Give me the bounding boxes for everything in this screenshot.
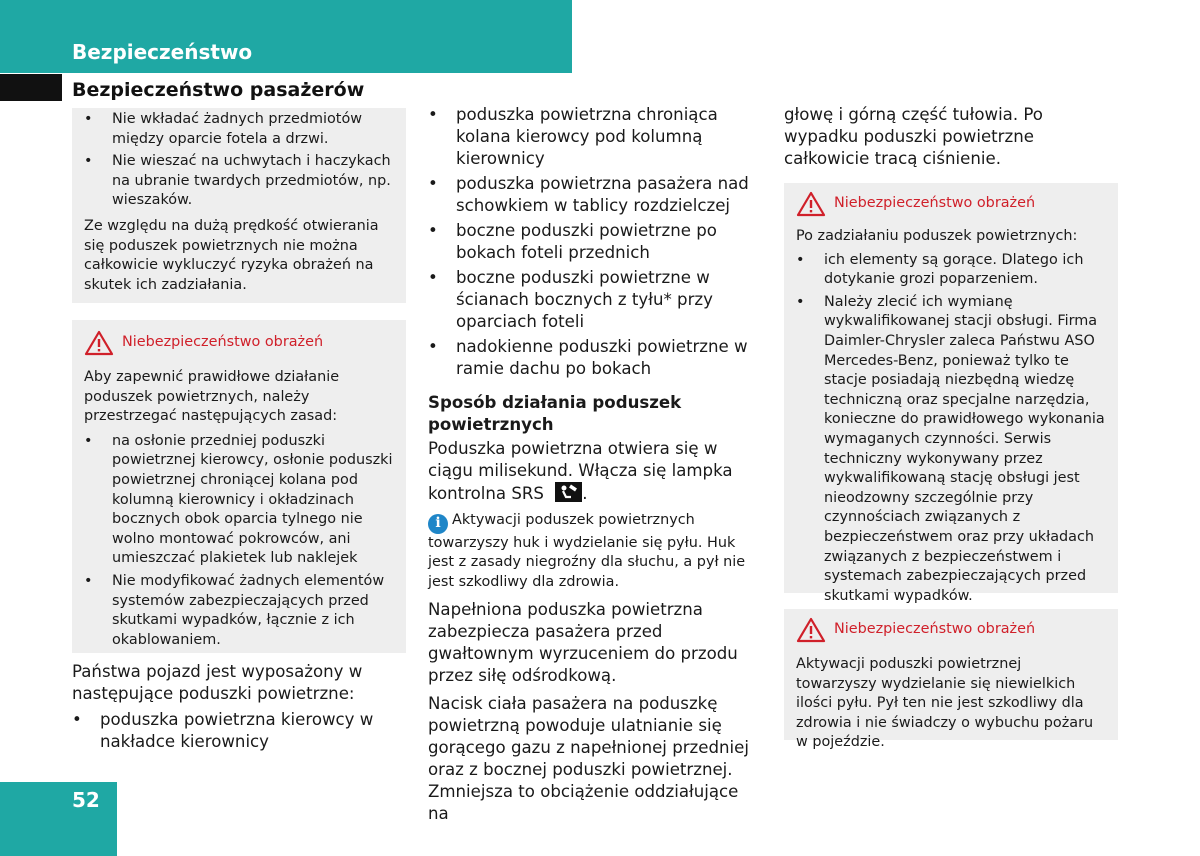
list-item: • Należy zlecić ich wymianę wykwalifikowanej stacji obsługi. Firma Daimler-Chrysler zaleca Państwu ASO Mercedes-Benz, ponieważ tylko te stacje posiadają niezbędną wiedzę techniczną oraz specjalne narzędzia, konieczne do prawidłowego wykonania wymaganych czynności. Serwis techniczny wykonywany przez wykwalifikowaną stację obsługi jest nieodzowny szczególnie przy czynnościach związanych z bezpieczeństwem oraz przy układach związanych z bezpieczeństwem i systemach zabezpieczających przed skutkami wypadków.: [824, 293, 1106, 607]
list-item: • poduszka powietrzna chroniąca kolana kierowcy pod kolumną kierownicy: [456, 104, 762, 170]
list-item: • poduszka powietrzna kierowcy w nakładce kierownicy: [100, 709, 406, 753]
warning-box-2: [784, 183, 1118, 604]
srs-airbag-icon: [555, 482, 582, 502]
warning-triangle-icon: [796, 191, 826, 217]
warning-triangle-icon: [84, 330, 114, 356]
info-text: Aktywacji poduszek powietrznych towarzyszy huk i wydzielanie się pyłu. Huk jest z zasady niegroźny dla słuchu, a pył nie jest szkodliwy dla zdrowia.: [428, 512, 746, 590]
list-item: • Nie wieszać na uchwytach i haczykach na ubranie twardych przedmiotów, np. wieszaków.: [112, 152, 394, 211]
list-item: • Nie wkładać żadnych przedmiotów między oparcie fotela a drzwi.: [112, 110, 394, 149]
airbag-intro: Państwa pojazd jest wyposażony w następujące poduszki powietrzne:: [72, 662, 363, 703]
note-box-1: [72, 108, 406, 303]
info-note: [428, 511, 762, 593]
warning-triangle-icon: [796, 617, 826, 643]
list-item: • boczne poduszki powietrzne w ścianach bocznych z tyłu* przy oparciach foteli: [456, 267, 762, 333]
box-paragraph: Ze względu na dużą prędkość otwierania się poduszek powietrznych nie można całkowicie wykluczyć ryzyka obrażeń na skutek ich zadziałania.: [84, 217, 379, 293]
list-item: • Nie modyfikować żadnych elementów systemów zabezpieczających przed skutkami wypadków, łącznie z ich okablowaniem.: [112, 572, 394, 650]
warning-title: Niebezpieczeństwo obrażeń: [122, 334, 324, 351]
info-icon: i: [428, 514, 448, 534]
column-3-text: [784, 104, 1118, 170]
warning-title: Niebezpieczeństwo obrażeń: [834, 195, 1036, 212]
list-item: • nadokienne poduszki powietrzne w ramie dachu po bokach: [456, 336, 762, 380]
paragraph: głowę i górną część tułowia. Po wypadku poduszki powietrzne całkowicie tracą ciśnienie.: [784, 105, 1043, 168]
column-1-text: [72, 661, 406, 753]
paragraph-text: Poduszka powietrzna otwiera się w ciągu milisekund. Włącza się lampka kontrolna SRS: [428, 439, 733, 503]
warning-title: Niebezpieczeństwo obrażeń: [834, 621, 1036, 638]
warning-intro: Po zadziałaniu poduszek powietrznych:: [796, 228, 1078, 244]
paragraph-text: .: [582, 484, 588, 503]
warning-heading: [796, 617, 1106, 643]
warning-text: Aktywacji poduszki powietrznej towarzyszy wydzielanie się niewielkich ilości pyłu. Pył ten nie jest szkodliwy dla zdrowia i nie świadczy o wybuchu pożaru w pojeździe.: [796, 656, 1094, 751]
subheading: Sposób działania poduszek powietrznych: [428, 393, 682, 434]
section-marker: [0, 74, 62, 101]
warning-box-3: [784, 609, 1118, 751]
warning-intro: Aby zapewnić prawidłowe działanie poduszek powietrznych, należy przestrzegać następujących zasad:: [84, 369, 340, 425]
section-title: Bezpieczeństwo pasażerów: [72, 79, 365, 101]
paragraph: [428, 438, 762, 505]
list-item: • boczne poduszki powietrzne po bokach foteli przednich: [456, 220, 762, 264]
column-2-text: [428, 104, 762, 825]
paragraph: Napełniona poduszka powietrzna zabezpiecza pasażera przed gwałtownym wyrzuceniem do przodu przez siłę odśrodkową.: [428, 599, 738, 685]
page-number: 52: [72, 788, 100, 812]
chapter-title: Bezpieczeństwo: [72, 40, 253, 64]
warning-box-1: [72, 320, 406, 653]
warning-heading: [796, 191, 1106, 217]
list-item: • na osłonie przedniej poduszki powietrznej kierowcy, osłonie poduszki powietrznej chroniącej kolana pod kolumną kierownicy i okładzinach bocznych obok oparcia tylnego nie wolno montować pokrowców, ani umieszczać plakietek lub naklejek: [112, 432, 394, 569]
warning-heading: [84, 330, 394, 356]
paragraph: Nacisk ciała pasażera na poduszkę powietrzną powoduje ulatnianie się gorącego gazu z napełnionej przedniej oraz z bocznej poduszki powietrznej. Zmniejsza to obciążenie oddziałujące na: [428, 693, 749, 823]
list-item: • poduszka powietrzna pasażera nad schowkiem w tablicy rozdzielczej: [456, 173, 762, 217]
list-item: • ich elementy są gorące. Dlatego ich dotykanie grozi poparzeniem.: [824, 251, 1106, 290]
